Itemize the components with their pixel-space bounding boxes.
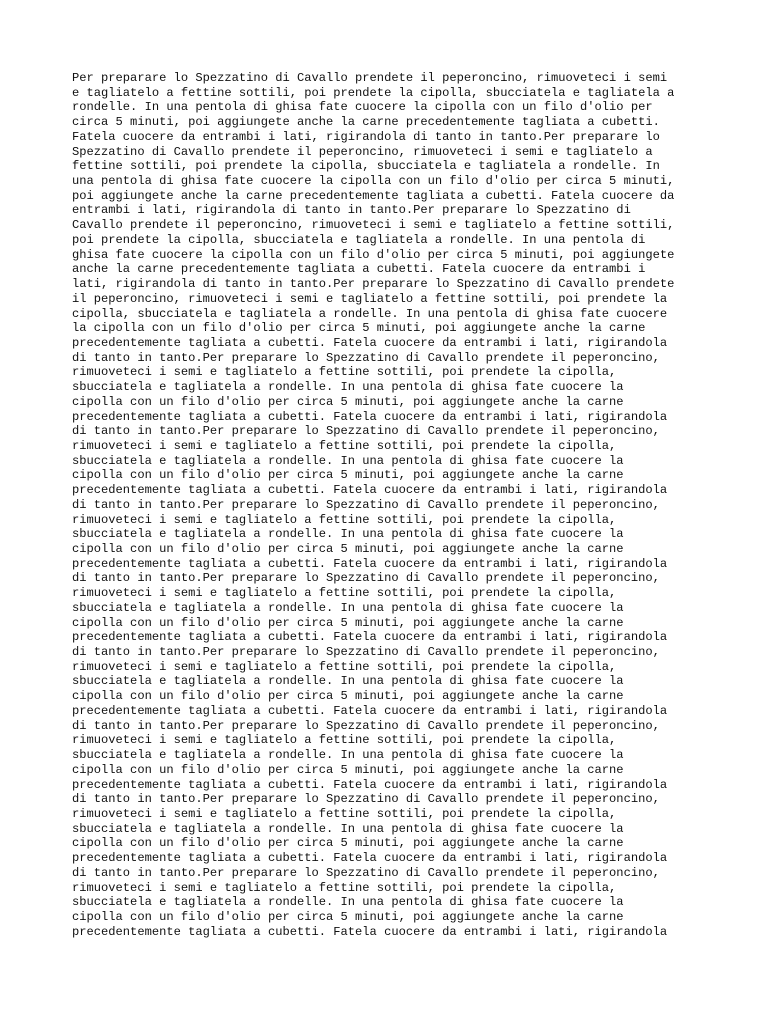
- text-line: la cipolla con un filo d'olio per circa 5 minuti, poi aggiungete anche la carne: [72, 321, 646, 336]
- recipe-text-body: [72, 71, 712, 939]
- text-line: di tanto in tanto.Per preparare lo Spezzatino di Cavallo prendete il peperoncino,: [72, 792, 660, 807]
- text-line: di tanto in tanto.Per preparare lo Spezzatino di Cavallo prendete il peperoncino,: [72, 424, 660, 439]
- text-line: sbucciatela e tagliatela a rondelle. In una pentola di ghisa fate cuocere la: [72, 748, 624, 763]
- text-line: Cavallo prendete il peperoncino, rimuoveteci i semi e tagliatelo a fettine sottili,: [72, 218, 675, 233]
- text-line: fettine sottili, poi prendete la cipolla, sbucciatela e tagliatela a rondelle. In: [72, 159, 660, 174]
- text-line: cipolla con un filo d'olio per circa 5 minuti, poi aggiungete anche la carne: [72, 909, 624, 924]
- text-line: rimuoveteci i semi e tagliatelo a fettine sottili, poi prendete la cipolla,: [72, 365, 617, 380]
- text-line: sbucciatela e tagliatela a rondelle. In una pentola di ghisa fate cuocere la: [72, 821, 624, 836]
- text-line: precedentemente tagliata a cubetti. Fatela cuocere da entrambi i lati, rigirandola: [72, 703, 668, 718]
- text-line: di tanto in tanto.Per preparare lo Spezzatino di Cavallo prendete il peperoncino,: [72, 497, 660, 512]
- text-line: Per preparare lo Spezzatino di Cavallo prendete il peperoncino, rimuoveteci i semi: [72, 71, 668, 85]
- text-line: rimuoveteci i semi e tagliatelo a fettine sottili, poi prendete la cipolla,: [72, 438, 617, 453]
- text-line: cipolla con un filo d'olio per circa 5 minuti, poi aggiungete anche la carne: [72, 542, 624, 556]
- text-line: anche la carne precedentemente tagliata a cubetti. Fatela cuocere da entrambi i: [72, 262, 646, 277]
- text-line: precedentemente tagliata a cubetti. Fatela cuocere da entrambi i lati, rigirandola: [72, 483, 668, 498]
- text-line: di tanto in tanto.Per preparare lo Spezzatino di Cavallo prendete il peperoncino,: [72, 350, 660, 365]
- text-line: poi prendete la cipolla, sbucciatela e tagliatela a rondelle. In una pentola di: [72, 232, 646, 247]
- text-line: precedentemente tagliata a cubetti. Fatela cuocere da entrambi i lati, rigirandola: [72, 556, 668, 571]
- text-line: rimuoveteci i semi e tagliatelo a fettine sottili, poi prendete la cipolla,: [72, 586, 617, 601]
- text-line: precedentemente tagliata a cubetti. Fatela cuocere da entrambi i lati, rigirandola: [72, 409, 668, 424]
- text-line: cipolla con un filo d'olio per circa 5 minuti, poi aggiungete anche la carne: [72, 394, 624, 409]
- text-line: rimuoveteci i semi e tagliatelo a fettine sottili, poi prendete la cipolla,: [72, 880, 617, 895]
- text-line: entrambi i lati, rigirandola di tanto in tanto.Per preparare lo Spezzatino di: [72, 203, 631, 218]
- text-line: precedentemente tagliata a cubetti. Fatela cuocere da entrambi i lati, rigirandola: [72, 777, 668, 792]
- text-line: cipolla con un filo d'olio per circa 5 minuti, poi aggiungete anche la carne: [72, 762, 624, 777]
- text-line: sbucciatela e tagliatela a rondelle. In una pentola di ghisa fate cuocere la: [72, 527, 624, 542]
- text-line: cipolla con un filo d'olio per circa 5 minuti, poi aggiungete anche la carne: [72, 836, 624, 851]
- text-line: circa 5 minuti, poi aggiungete anche la carne precedentemente tagliata a cubetti.: [72, 115, 660, 130]
- text-line: di tanto in tanto.Per preparare lo Spezzatino di Cavallo prendete il peperoncino,: [72, 718, 660, 733]
- text-line: precedentemente tagliata a cubetti. Fatela cuocere da entrambi i lati, rigirandola: [72, 851, 668, 866]
- text-line: rimuoveteci i semi e tagliatelo a fettine sottili, poi prendete la cipolla,: [72, 733, 617, 748]
- text-line: di tanto in tanto.Per preparare lo Spezzatino di Cavallo prendete il peperoncino,: [72, 865, 660, 880]
- text-line: precedentemente tagliata a cubetti. Fatela cuocere da entrambi i lati, rigirandola: [72, 924, 668, 939]
- text-line: ghisa fate cuocere la cipolla con un filo d'olio per circa 5 minuti, poi aggiungete: [72, 247, 675, 262]
- text-line: sbucciatela e tagliatela a rondelle. In una pentola di ghisa fate cuocere la: [72, 600, 624, 615]
- text-line: rimuoveteci i semi e tagliatelo a fettine sottili, poi prendete la cipolla,: [72, 512, 617, 527]
- text-line: rimuoveteci i semi e tagliatelo a fettine sottili, poi prendete la cipolla,: [72, 659, 617, 674]
- text-line: rondelle. In una pentola di ghisa fate cuocere la cipolla con un filo d'olio per: [72, 100, 653, 115]
- text-line: cipolla con un filo d'olio per circa 5 minuti, poi aggiungete anche la carne: [72, 468, 624, 483]
- text-line: sbucciatela e tagliatela a rondelle. In una pentola di ghisa fate cuocere la: [72, 380, 624, 395]
- text-line: Spezzatino di Cavallo prendete il peperoncino, rimuoveteci i semi e tagliatelo a: [72, 144, 653, 159]
- text-line: il peperoncino, rimuoveteci i semi e tagliatelo a fettine sottili, poi prendete la: [72, 291, 668, 306]
- text-line: cipolla, sbucciatela e tagliatela a rondelle. In una pentola di ghisa fate cuocere: [72, 306, 668, 321]
- text-line: di tanto in tanto.Per preparare lo Spezzatino di Cavallo prendete il peperoncino,: [72, 571, 660, 586]
- text-line: sbucciatela e tagliatela a rondelle. In una pentola di ghisa fate cuocere la: [72, 674, 624, 689]
- text-line: precedentemente tagliata a cubetti. Fatela cuocere da entrambi i lati, rigirandola: [72, 630, 668, 645]
- text-line: Fatela cuocere da entrambi i lati, rigirandola di tanto in tanto.Per preparare lo: [72, 129, 660, 144]
- text-line: sbucciatela e tagliatela a rondelle. In una pentola di ghisa fate cuocere la: [72, 895, 624, 910]
- text-line: precedentemente tagliata a cubetti. Fatela cuocere da entrambi i lati, rigirandola: [72, 335, 668, 350]
- text-line: cipolla con un filo d'olio per circa 5 minuti, poi aggiungete anche la carne: [72, 689, 624, 704]
- text-line: cipolla con un filo d'olio per circa 5 minuti, poi aggiungete anche la carne: [72, 615, 624, 630]
- text-line: e tagliatelo a fettine sottili, poi prendete la cipolla, sbucciatela e tagliatela a: [72, 85, 675, 100]
- text-line: di tanto in tanto.Per preparare lo Spezzatino di Cavallo prendete il peperoncino,: [72, 645, 660, 660]
- text-line: rimuoveteci i semi e tagliatelo a fettine sottili, poi prendete la cipolla,: [72, 806, 617, 821]
- text-line: una pentola di ghisa fate cuocere la cipolla con un filo d'olio per circa 5 minuti,: [72, 174, 675, 189]
- text-line: poi aggiungete anche la carne precedentemente tagliata a cubetti. Fatela cuocere da: [72, 188, 675, 203]
- text-line: lati, rigirandola di tanto in tanto.Per preparare lo Spezzatino di Cavallo prendete: [72, 277, 675, 292]
- text-line: sbucciatela e tagliatela a rondelle. In una pentola di ghisa fate cuocere la: [72, 453, 624, 468]
